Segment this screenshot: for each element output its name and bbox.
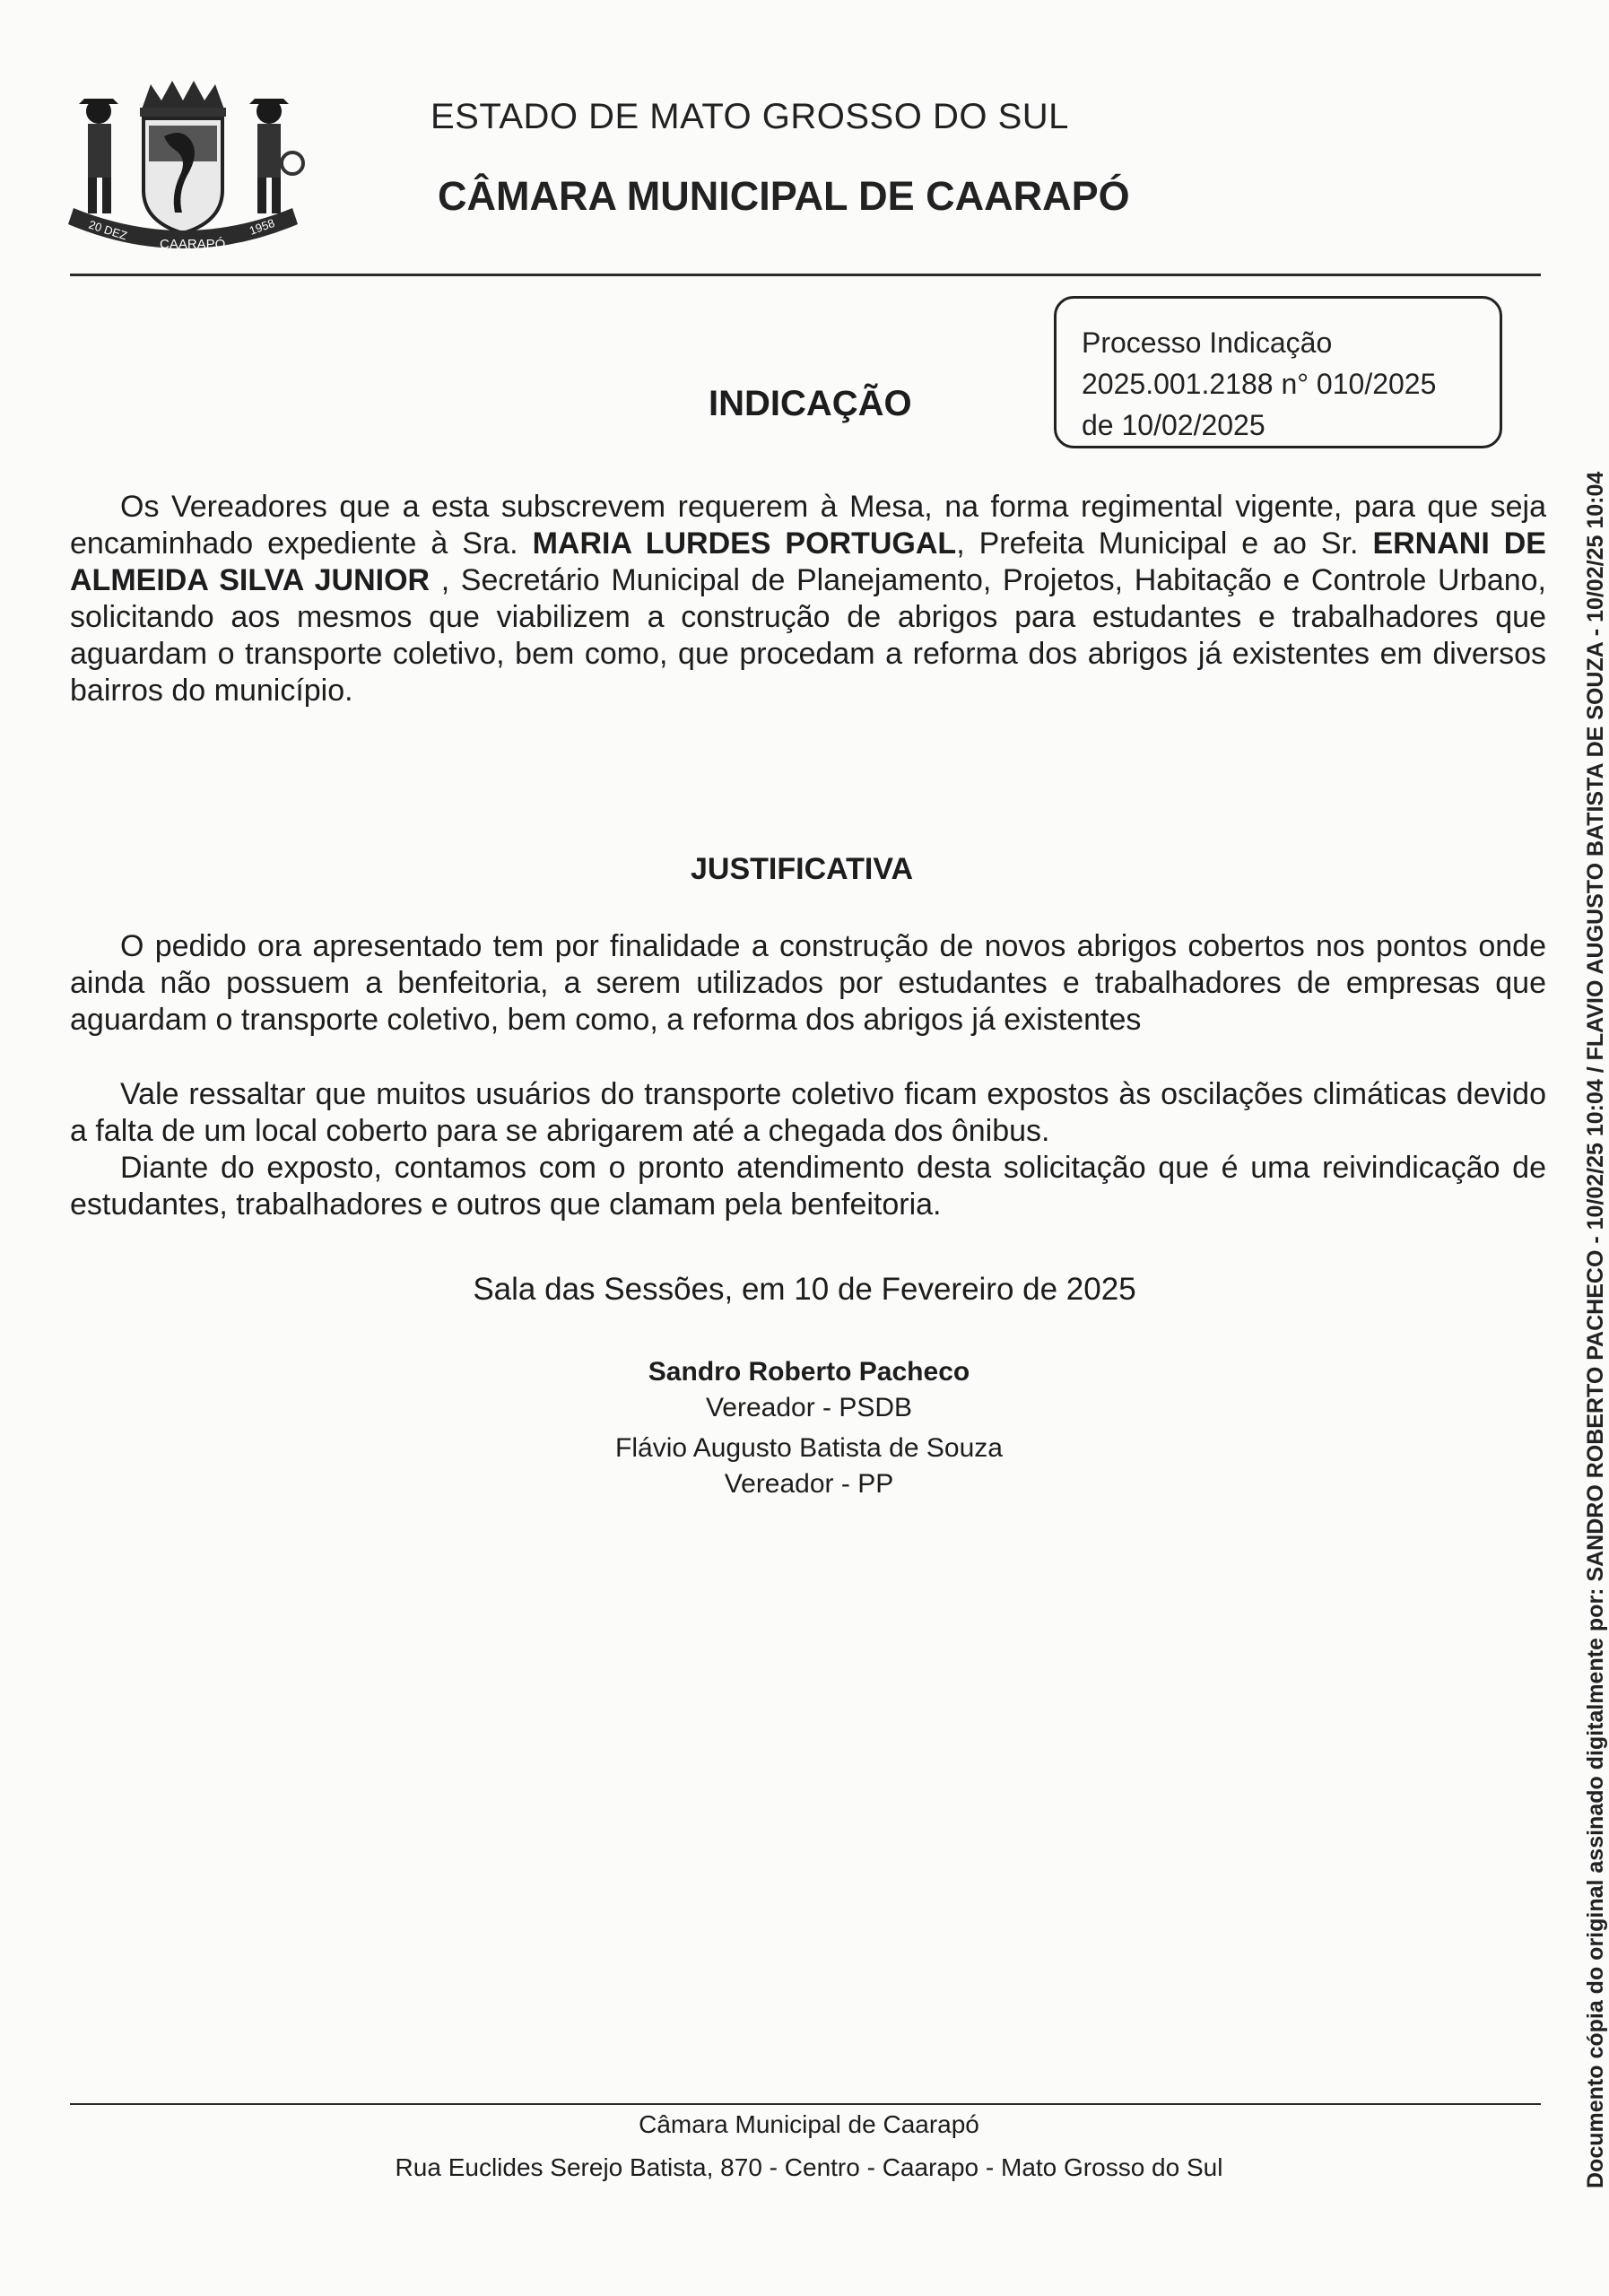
request-text-a: Os Vereadores que a esta subscrevem requerem à Mesa, na forma regimental vigente, para que seja encaminhado expediente à Sra. xyxy=(70,490,1546,561)
stamp-line-1: Processo Indicação xyxy=(1082,326,1333,359)
crest-ribbon-right-text: 1958 xyxy=(247,215,277,238)
header-divider xyxy=(70,274,1541,276)
justification-paragraph-1 xyxy=(70,928,1546,1039)
footer-institution: Câmara Municipal de Caarapó xyxy=(639,2110,979,2138)
process-stamp xyxy=(1054,296,1502,448)
justification-text-2: Vale ressaltar que muitos usuários do transporte coletivo ficam expostos às oscilações climáticas devido a falta de um local coberto para se abrigarem até a chegada dos ônibus. xyxy=(70,1077,1546,1148)
justification-heading: JUSTIFICATIVA xyxy=(691,852,914,886)
signer-1-role: Vereador - PSDB xyxy=(705,1393,913,1422)
signer-2-name: Flávio Augusto Batista de Souza xyxy=(615,1433,1003,1463)
signer-2-role: Vereador - PP xyxy=(724,1469,894,1499)
stamp-line-3: de 10/02/2025 xyxy=(1082,409,1265,441)
footer-address: Rua Euclides Serejo Batista, 870 - Centro - Caarapo - Mato Grosso do Sul xyxy=(395,2153,1223,2181)
secretary-name: ERNANI DE ALMEIDA SILVA JUNIOR xyxy=(70,526,1546,597)
document-title: INDICAÇÃO xyxy=(709,384,912,423)
stamp-line-2: 2025.001.2188 n° 010/2025 xyxy=(1082,368,1437,400)
municipal-crest-logo xyxy=(61,74,305,262)
session-date-line: Sala das Sessões, em 10 de Fevereiro de 2025 xyxy=(473,1272,1136,1307)
footer-divider xyxy=(70,2103,1541,2105)
justification-text-1: O pedido ora apresentado tem por finalidade a construção de novos abrigos cobertos nos pontos onde ainda não possuem a benfeitoria, a serem utilizados por estudantes e trabalhadores de empresas que aguardam o transporte coletivo, bem como, a reforma dos abrigos já existentes xyxy=(70,929,1546,1037)
justification-text-3: Diante do exposto, contamos com o pronto atendimento desta solicitação que é uma reivindicação de estudantes, trabalhadores e outros que clamam pela benfeitoria. xyxy=(70,1151,1546,1222)
justification-paragraph-3 xyxy=(70,1150,1546,1223)
request-paragraph xyxy=(70,489,1546,709)
header-state: ESTADO DE MATO GROSSO DO SUL xyxy=(431,97,1069,136)
crest-ribbon-left-text: 20 DEZ xyxy=(87,217,129,243)
header-chamber: CÂMARA MUNICIPAL DE CAARAPÓ xyxy=(438,173,1130,219)
crest-ribbon-center-text: CAARAPÓ xyxy=(160,237,226,252)
signer-1-name: Sandro Roberto Pacheco xyxy=(648,1357,970,1387)
justification-paragraph-2 xyxy=(70,1076,1546,1150)
request-text-c: , Secretário Municipal de Planejamento, Projetos, Habitação e Controle Urbano, solicitando aos mesmos que viabilizem a construção de abrigos para estudantes e trabalhadores que aguardam o transporte coletivo, bem como, que procedam a reforma dos abrigos já existentes em diversos bairros do município. xyxy=(70,563,1546,708)
digital-signature-stamp: Documento cópia do original assinado digitalmente por: SANDRO ROBERTO PACHECO - 10/02/25 10:04 / FLAVIO AUGUSTO BATISTA DE SOUZA - 10/02/25 10:04 xyxy=(1583,471,1608,2188)
mayor-name: MARIA LURDES PORTUGAL xyxy=(532,526,957,561)
request-text-b: , Prefeita Municipal e ao Sr. xyxy=(956,526,1359,561)
